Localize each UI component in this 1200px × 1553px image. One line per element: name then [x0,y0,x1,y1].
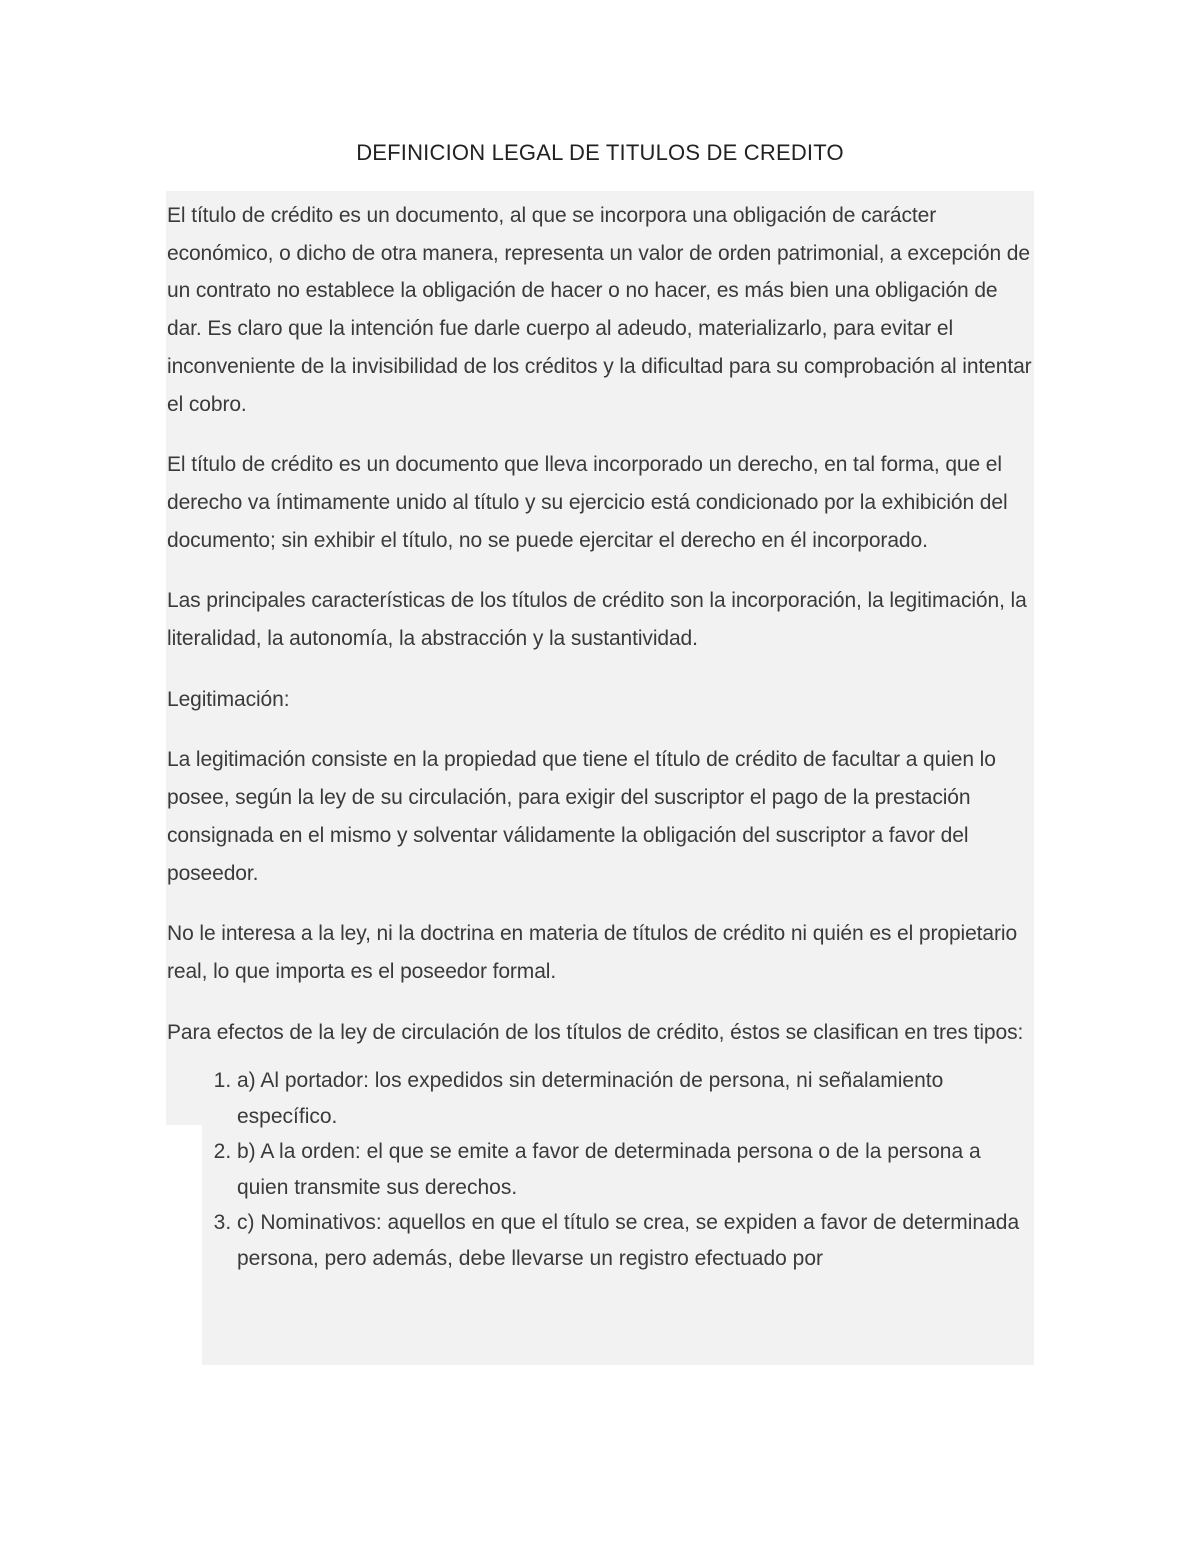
section-heading-legitimacion: Legitimación: [167,687,290,711]
list-item: 2. b) A la orden: el que se emite a favor de determinada persona o de la persona a quien transmite sus derechos. [237,1134,1033,1205]
paragraph-definition: El título de crédito es un documento, al que se incorpora una obligación de carácter económico, o dicho de otra manera, representa un valor de orden patrimonial, a excepción de un contrato no establece la obligación de hacer o no hacer, es más bien una obligación de dar. Es claro que la intención fue darle cuerpo al adeudo, materializarlo, para evitar el inconveniente de la invisibilidad de los créditos y la dificultad para su comprobación al intentar el cobro. [167,204,1032,416]
list-item: 3. c) Nominativos: aquellos en que el título se crea, se expiden a favor de determinada persona, pero además, debe llevarse un registro efectuado por [237,1205,1033,1276]
document-body [167,197,1033,1276]
list-item: 1. a) Al portador: los expedidos sin determinación de persona, ni señalamiento específico. [237,1063,1033,1134]
title-types-list [167,1063,1033,1276]
document-title: DEFINICION LEGAL DE TITULOS DE CREDITO [356,140,844,165]
paragraph-incorporated-right: El título de crédito es un documento que lleva incorporado un derecho, en tal forma, que el derecho va íntimamente unido al título y su ejercicio está condicionado por la exhibición del documento; sin exhibir el título, no se puede ejercitar el derecho en él incorporado. [167,453,1008,552]
paragraph-classification: Para efectos de la ley de circulación de los títulos de crédito, éstos se clasifican en tres tipos: [167,1020,1024,1044]
paragraph-characteristics: Las principales características de los títulos de crédito son la incorporación, la legitimación, la literalidad, la autonomía, la abstracción y la sustantividad. [167,589,1027,651]
paragraph-legitimacion: La legitimación consiste en la propiedad que tiene el título de crédito de facultar a quien lo posee, según la ley de su circulación, para exigir del suscriptor el pago de la prestación consignada en el mismo y solventar válidamente la obligación del suscriptor a favor del poseedor. [167,748,996,885]
paragraph-formal-owner: No le interesa a la ley, ni la doctrina en materia de títulos de crédito ni quién es el propietario real, lo que importa es el poseedor formal. [167,922,1018,983]
